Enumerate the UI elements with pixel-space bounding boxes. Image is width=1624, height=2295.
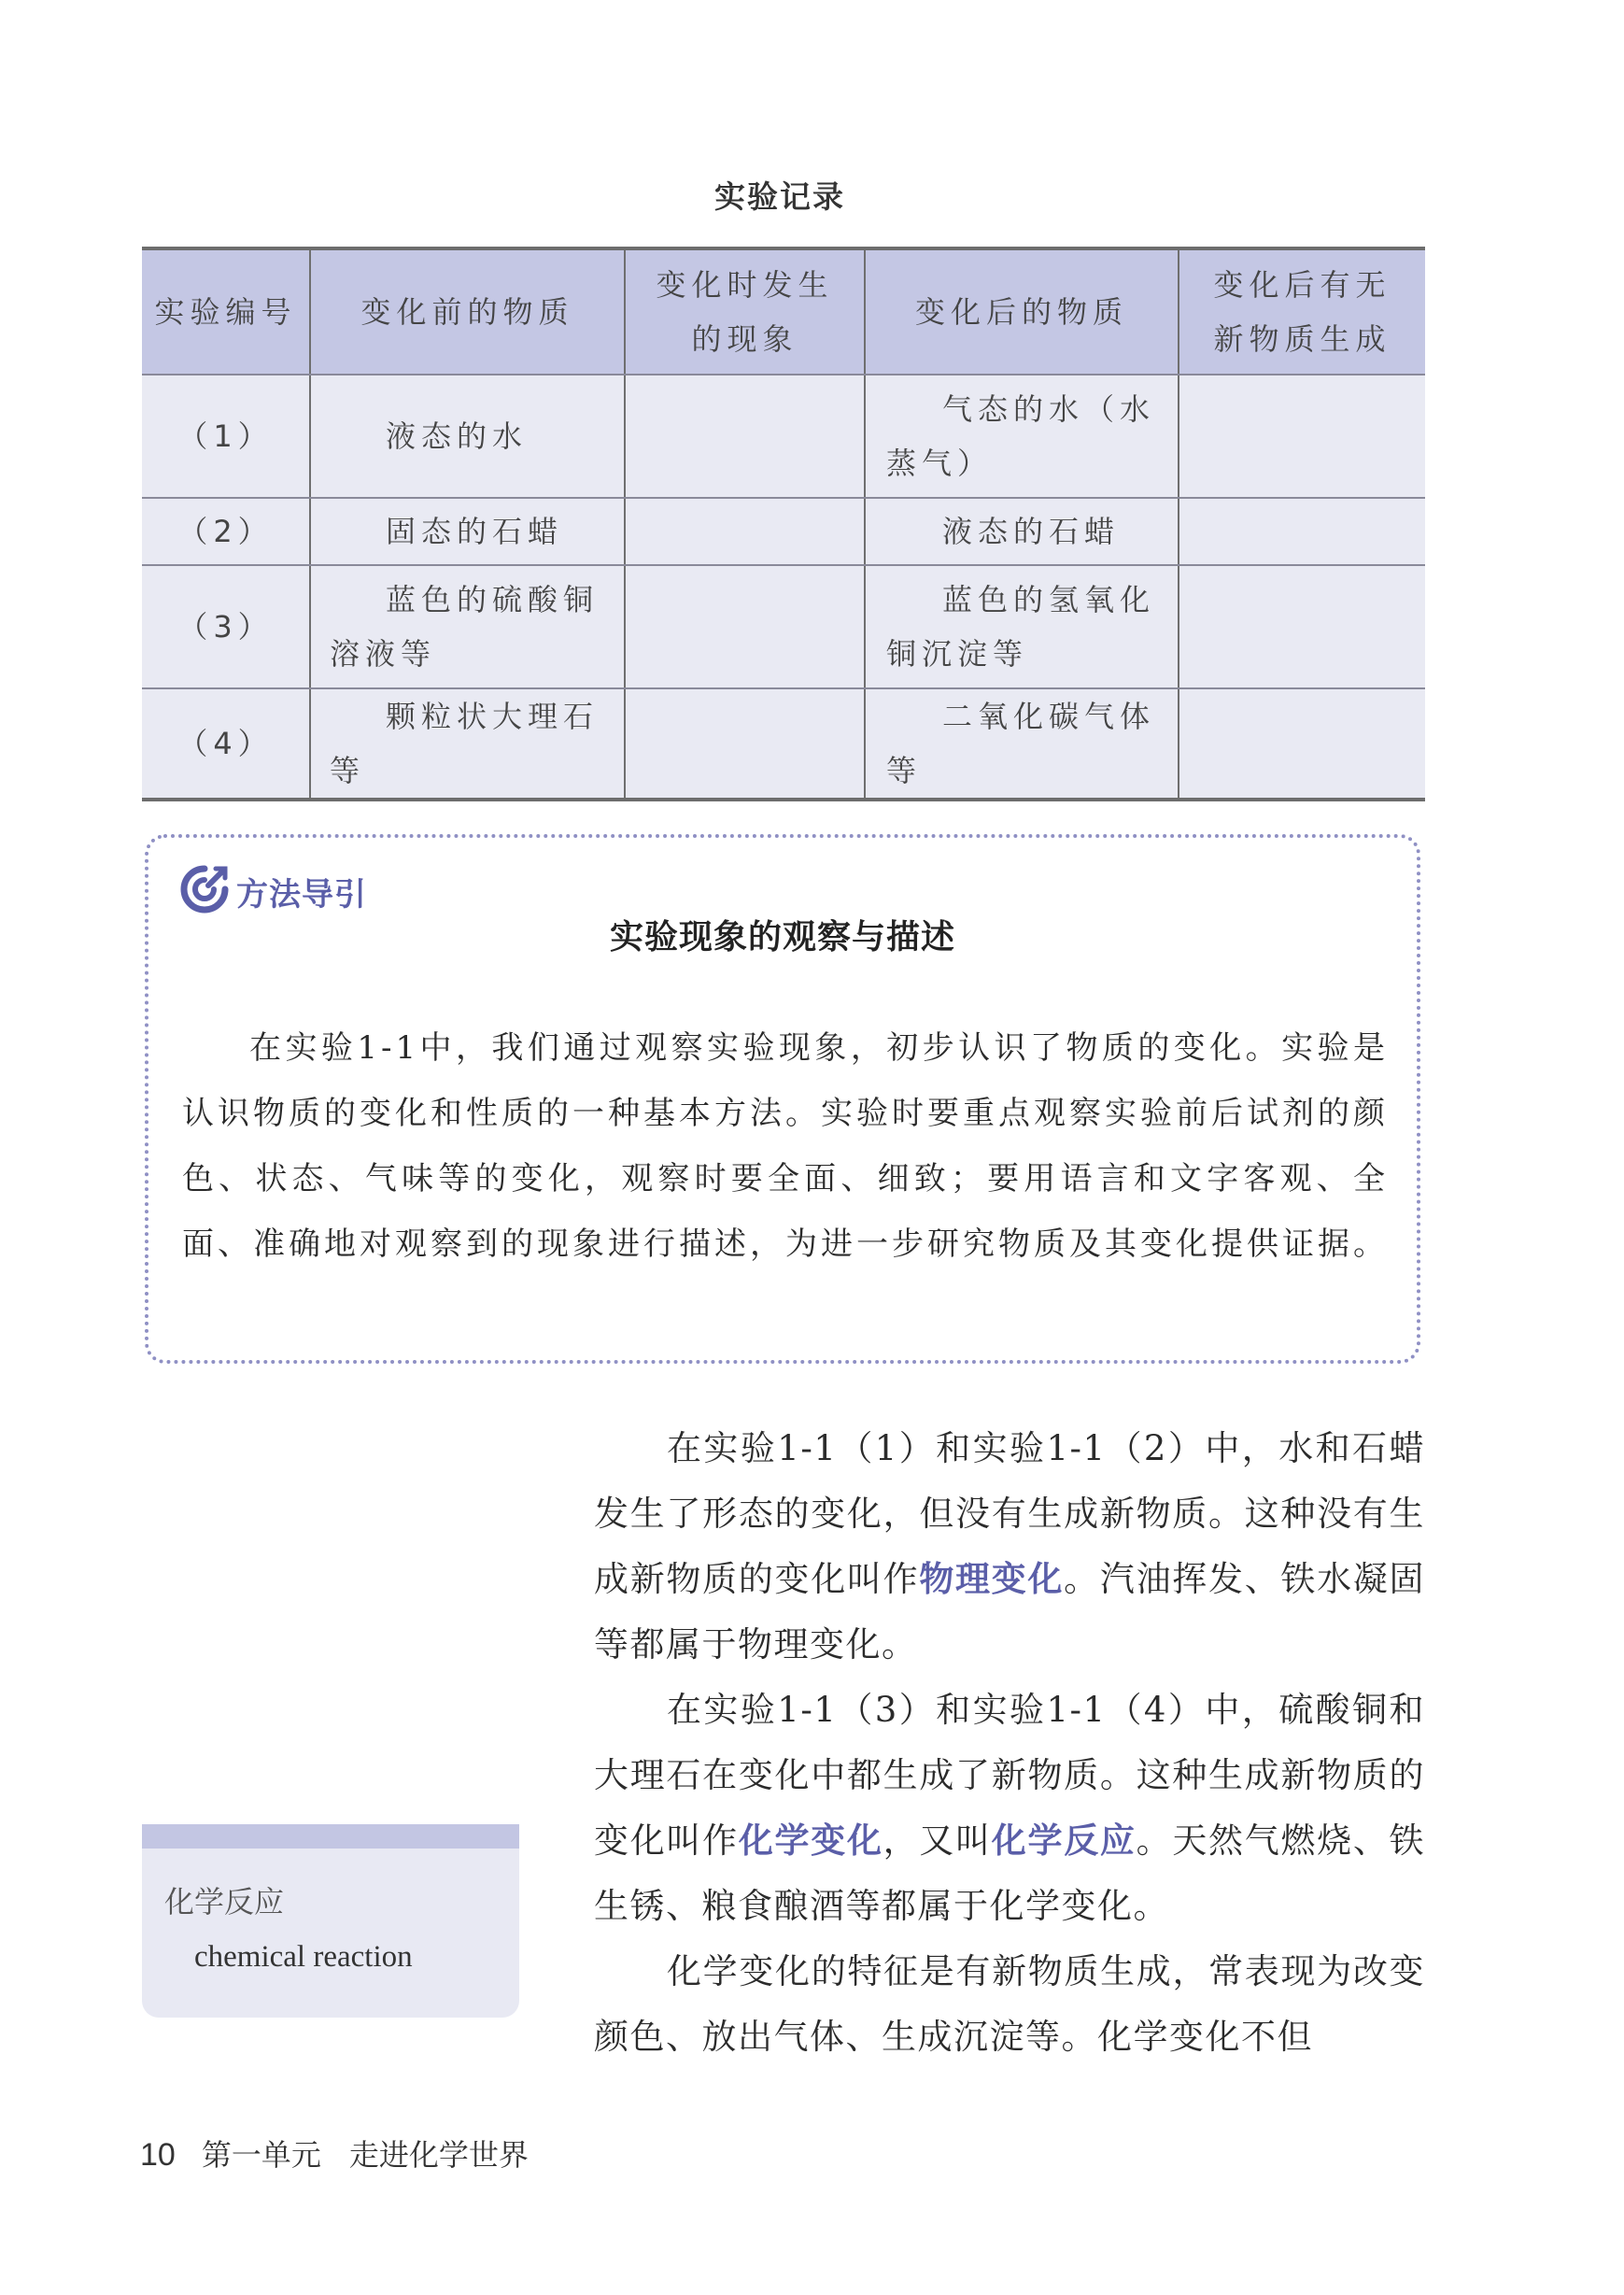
table-row [142, 498, 1425, 565]
cell-before: 固态的石蜡 [310, 498, 625, 565]
table-row [142, 688, 1425, 800]
cell-after: 蓝色的氢氧化铜沉淀等 [865, 565, 1179, 688]
header-after: 变化后的物质 [865, 248, 1179, 375]
table-header-row [142, 248, 1425, 375]
cell-new-substance [1179, 565, 1425, 688]
table-row [142, 565, 1425, 688]
term-physical-change: 物理变化 [919, 1559, 1065, 1599]
cell-new-substance [1179, 688, 1425, 800]
page-footer [140, 2132, 529, 2175]
glossary-box [142, 1824, 519, 2018]
cell-new-substance [1179, 375, 1425, 498]
table-title: 实验记录 [714, 178, 845, 215]
cell-after: 二氧化碳气体等 [865, 688, 1179, 800]
cell-phenomenon [625, 498, 865, 565]
cell-phenomenon [625, 565, 865, 688]
header-phenomenon: 变化时发生的现象 [625, 248, 865, 375]
method-guide-label: 方法导引 [236, 875, 367, 914]
unit-label: 第一单元 [201, 2137, 321, 2173]
cell-before: 液态的水 [310, 375, 625, 498]
cell-before: 颗粒状大理石等 [310, 688, 625, 800]
glossary-term-en: chemical reaction [194, 1940, 413, 1974]
paragraph: 化学变化的特征是有新物质生成，常表现为改变颜色、放出气体、生成沉淀等。化学变化不但 [594, 1951, 1425, 2057]
header-exp-id: 实验编号 [142, 248, 310, 375]
header-before: 变化前的物质 [310, 248, 625, 375]
glossary-bar [142, 1824, 519, 1849]
paragraph: 在实验1-1（3）和实验1-1（4）中，硫酸铜和大理石在变化中都生成了新物质。这种生成新物质的变化叫作化学变化，又叫化学反应。天然气燃烧、铁生锈、粮食酿酒等都属于化学变化。 [594, 1690, 1426, 1926]
experiment-record-table [142, 247, 1425, 801]
cell-exp-id: （2） [142, 498, 310, 565]
cell-exp-id: （1） [142, 375, 310, 498]
method-guide-body: 在实验1-1中，我们通过观察实验现象，初步认识了物质的变化。实验是认识物质的变化和性质的一种基本方法。实验时要重点观察实验前后试剂的颜色、状态、气味等的变化，观察时要全面、细致；要用语言和文字客观、全面、准确地对观察到的现象进行描述，为进一步研究物质及其变化提供证据。 [182, 1029, 1389, 1263]
main-text [594, 1416, 1425, 2070]
cell-exp-id: （4） [142, 688, 310, 800]
cell-phenomenon [625, 375, 865, 498]
cell-exp-id: （3） [142, 565, 310, 688]
glossary-term-zh: 化学反应 [164, 1884, 285, 1920]
method-guide-title: 实验现象的观察与描述 [609, 917, 955, 956]
header-new-substance: 变化后有无新物质生成 [1179, 248, 1425, 375]
method-guide-box [145, 834, 1420, 1364]
table-row [142, 375, 1425, 498]
paragraph: 在实验1-1（1）和实验1-1（2）中，水和石蜡发生了形态的变化，但没有生成新物质。这种没有生成新物质的变化叫作物理变化。汽油挥发、铁水凝固等都属于物理变化。 [594, 1428, 1426, 1665]
page-number: 10 [140, 2137, 176, 2173]
cell-before: 蓝色的硫酸铜溶液等 [310, 565, 625, 688]
cell-new-substance [1179, 498, 1425, 565]
chapter-title: 走进化学世界 [348, 2137, 529, 2173]
cell-after: 气态的水（水蒸气） [865, 375, 1179, 498]
cell-phenomenon [625, 688, 865, 800]
term-chemical-change: 化学变化 [738, 1820, 883, 1861]
term-chemical-reaction: 化学反应 [991, 1820, 1137, 1861]
cell-after: 液态的石蜡 [865, 498, 1179, 565]
